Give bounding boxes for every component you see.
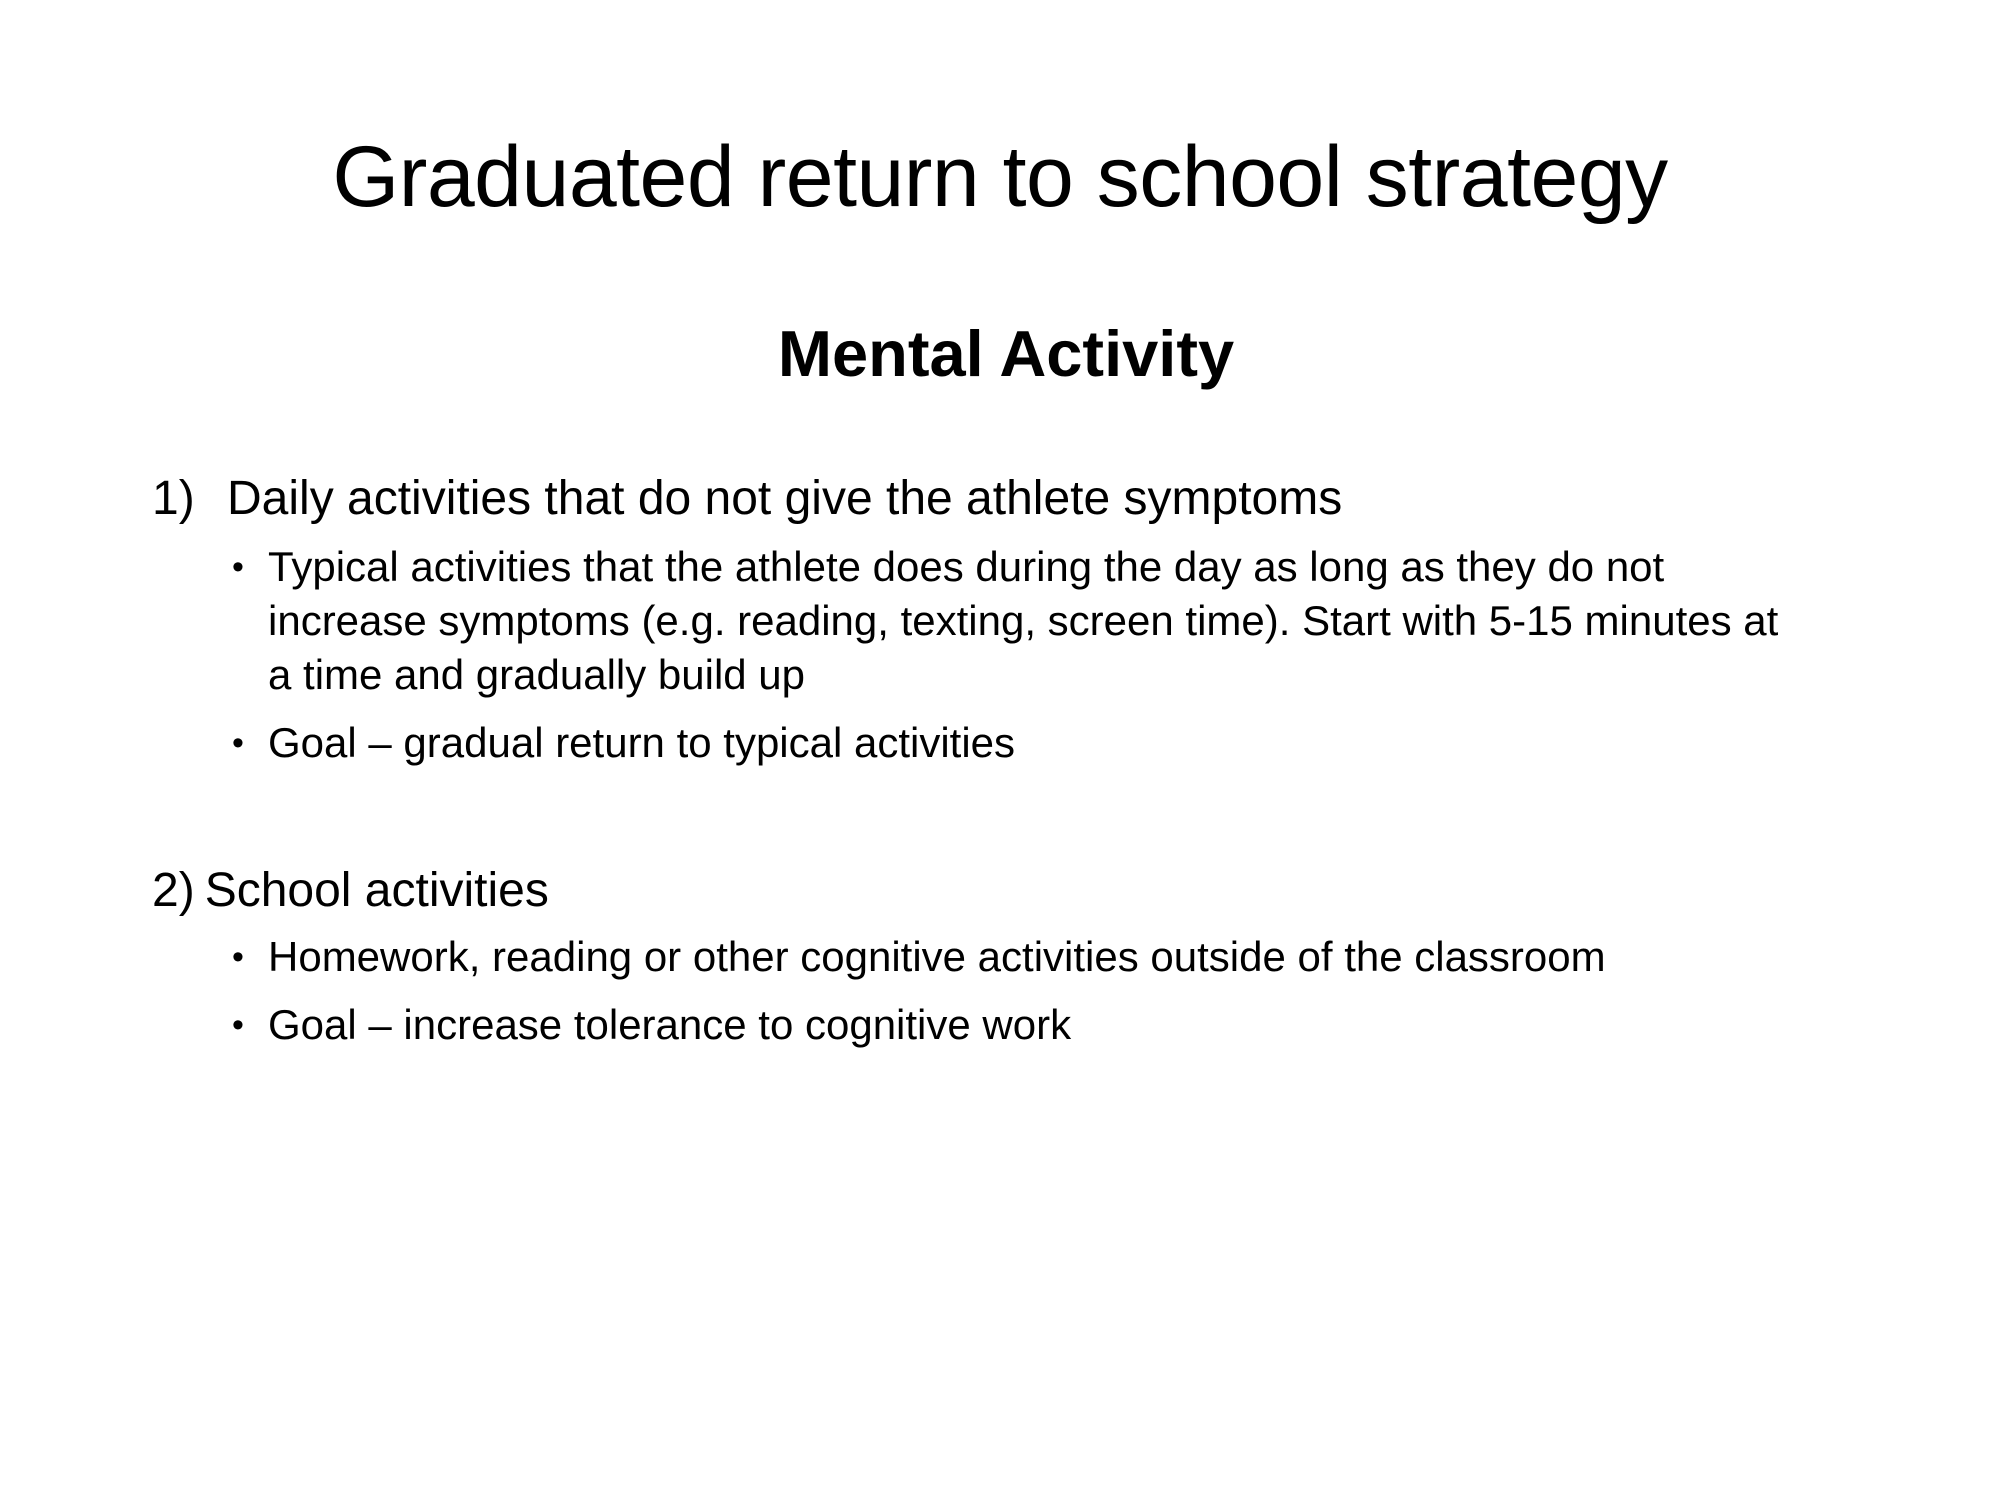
bullet-text: Homework, reading or other cognitive activities outside of the classroom	[268, 933, 1606, 980]
section-number: 1)	[152, 472, 195, 525]
section-daily-activities	[152, 468, 1852, 784]
bullet-item	[232, 716, 1792, 770]
bullet-text: Goal – increase tolerance to cognitive work	[268, 1001, 1072, 1048]
bullet-item	[232, 998, 1792, 1052]
section-heading	[152, 468, 1852, 530]
section-heading-text: Daily activities that do not give the athlete symptoms	[227, 472, 1343, 525]
bullet-icon: •	[232, 938, 244, 976]
bullet-list	[232, 540, 1792, 770]
section-number: 2)	[152, 864, 195, 917]
bullet-icon: •	[232, 724, 244, 762]
bullet-text: Typical activities that the athlete does during the day as long as they do not increase symptoms (e.g. reading, texting, screen time). Start with 5-15 minutes at a time and gradually build up	[268, 543, 1779, 698]
section-school-activities	[152, 860, 1852, 1066]
bullet-item	[232, 540, 1792, 702]
bullet-icon: •	[232, 548, 244, 586]
section-heading	[152, 860, 1852, 922]
bullet-text: Goal – gradual return to typical activities	[268, 719, 1016, 766]
slide-title: Graduated return to school strategy	[332, 129, 1668, 225]
bullet-icon: •	[232, 1006, 244, 1044]
bullet-list	[232, 930, 1792, 1052]
bullet-item	[232, 930, 1792, 984]
section-heading-text: School activities	[204, 864, 549, 917]
slide-subtitle: Mental Activity	[777, 317, 1235, 390]
